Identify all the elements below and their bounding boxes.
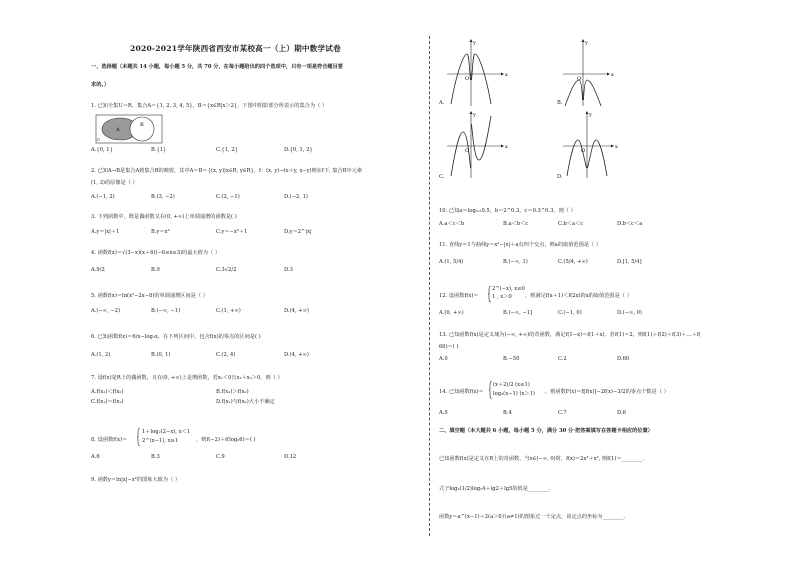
q13-option-c: C.2 — [558, 356, 567, 362]
q1-option-d: D.{0, 1, 2} — [284, 147, 313, 153]
right-column — [437, 0, 777, 562]
q1-option-c: C.{1, 2} — [216, 147, 238, 153]
q6-option-c: C.(2, 4) — [216, 352, 236, 358]
q12-option-d: D.(−∞, 0) — [617, 310, 642, 316]
q12-case-2: 1 , x＞0 — [492, 294, 512, 300]
question-13-stem-line2: 60)＝( ) — [439, 344, 459, 350]
q9c-origin: O — [465, 148, 470, 154]
q8-brace — [137, 428, 141, 446]
q9a-axis-y: y — [473, 40, 476, 46]
q6-option-a: A.(1, 2) — [91, 352, 111, 358]
q10-option-a: A.a＜c＜b — [439, 221, 465, 227]
q12-option-a: A.(0, +∞) — [439, 310, 464, 316]
q3-option-c: C.y＝−x²＋1 — [216, 229, 248, 235]
q10-option-d: D.b＜c＜a — [617, 221, 643, 227]
q7-option-c: C.f(x₁)＝f(x₂) — [91, 399, 124, 405]
q14-case-1: (x＋2)/2 (x≤1) — [493, 382, 530, 388]
q9d-axis-y: y — [589, 112, 592, 118]
q8-case-1: 1＋log₂(2−x), x＜1 — [142, 429, 191, 435]
q4-option-b: B.9 — [151, 267, 160, 273]
q9d-origin: O — [581, 148, 586, 154]
q6-option-d: D.(4, +∞) — [284, 352, 309, 358]
question-3-stem: 3. 下列函数中，既是偶函数又在(0, +∞)上单调递增的函数是( ) — [91, 214, 237, 220]
q14-option-d: D.6 — [617, 410, 626, 416]
q4-option-a: A.9/2 — [91, 267, 105, 273]
venn-diagram — [96, 115, 166, 145]
question-12-stem-suffix: ，则满足f(x＋1)＜f(2x)的x的取值范围是（ ） — [525, 293, 632, 299]
q9d-axis-x: x — [615, 144, 618, 150]
q9a-origin: O — [465, 76, 470, 82]
q2-option-d: D.(−2, 1) — [284, 194, 308, 200]
q9-graph-b — [563, 40, 625, 108]
section1-heading-line1: 一、选择题（本题共 14 小题，每小题 5 分，共 70 分，在每小题给出的四个选项中，只有一项是符合题目要 — [91, 64, 343, 70]
q14-option-a: A.5 — [439, 410, 448, 416]
left-column — [88, 0, 426, 562]
q4-option-c: C.3√2/2 — [216, 267, 237, 273]
q2-option-c: C.(2, −1) — [216, 194, 240, 200]
q9c-axis-x: x — [505, 144, 508, 150]
q7-option-a: A.f(x₁)＜f(x₂) — [91, 389, 124, 395]
q9b-origin: O — [577, 76, 582, 82]
section1-heading-line2: 求的。） — [91, 82, 110, 88]
q11-option-d: D.[1, 5/4] — [617, 259, 642, 265]
q9-graph-d — [563, 112, 625, 180]
venn-label-b: B — [140, 122, 144, 128]
question-12-stem-prefix: 12. 设函数f(x)＝ — [439, 293, 479, 299]
q11-option-b: B.(−∞, 1) — [503, 259, 528, 265]
question-7-stem: 7. 设f(x)是R上的偶函数，且在(0, +∞)上是增函数，若x₁＜0且x₁＋x₂＞0，则（ ） — [91, 375, 283, 381]
q5-option-a: A.(−∞, −2) — [91, 308, 121, 314]
question-6-stem: 6. 已知函数f(x)＝6/x−log₂x，在下列区间中，包含f(x)的零点的区间是( ) — [91, 334, 261, 340]
q9-graph-c — [447, 112, 509, 180]
question-8-stem-prefix: 8. 设函数f(x)＝ — [91, 437, 128, 443]
q5-option-d: D.(4, +∞) — [284, 308, 309, 314]
question-5-stem: 5. 函数f(x)＝ln(x²−2x−8)的单调递增区间是（ ） — [91, 293, 208, 299]
q3-option-a: A.y＝|x|＋1 — [91, 229, 120, 235]
venn-label-a: A — [116, 127, 120, 133]
q8-option-c: C.9 — [216, 454, 225, 460]
q9a-axis-x: x — [505, 72, 508, 78]
question-1-stem: 1. 已知全集U＝R，集合A＝{1, 2, 3, 4, 5}，B＝{x∈R|x＞2}，下图中阴影部分所表示的集合为（ ） — [91, 103, 328, 109]
q5-option-c: C.(1, +∞) — [216, 308, 241, 314]
q12-case-1: 2^(−x), x≤0 — [492, 286, 525, 292]
q11-option-c: C.(5/4, +∞) — [558, 259, 588, 265]
q12-option-b: B.(−∞, −1] — [503, 310, 533, 316]
q5-option-b: B.(−∞, −1) — [151, 308, 181, 314]
q10-option-c: C.b＜a＜c — [558, 221, 584, 227]
q9-graph-a — [447, 40, 509, 108]
q13-option-a: A.0 — [439, 356, 448, 362]
q2-option-b: B.(3, −2) — [151, 194, 175, 200]
q1-option-a: A.{0, 1} — [91, 147, 113, 153]
question-16-stem: 式子log₃(1/2)log₂4＋lg2＋lg5的值是________. — [439, 486, 551, 492]
q13-option-b: B.−50 — [503, 356, 520, 362]
question-17-stem: 函数y＝a^(x−1)＋2(a＞0且a≠1)的图象过一个定点，该定点的坐标为________. — [439, 514, 625, 520]
q14-option-c: C.7 — [558, 410, 567, 416]
q3-option-b: B.y＝x³ — [151, 229, 170, 235]
section2-heading: 二、填空题（本大题共 6 小题，每小题 5 分，满分 30 分·把答案填写在答题卡相应的位置） — [439, 428, 653, 434]
question-15-stem: 已知函数f(x)是定义在R上的奇函数，当x∈(−∞, 0)时，f(x)＝2x³＋x², 则f(1)＝________. — [439, 456, 644, 462]
question-9-stem: 9. 函数y＝ln|x|−x²的图象大致为（ ） — [91, 477, 181, 483]
venn-label-u: U — [97, 137, 101, 142]
q8-case-2: 2^(x−1), x≥1 — [142, 438, 179, 444]
q3-option-d: D.y＝2^|x| — [284, 229, 312, 235]
q9-label-d: D. — [557, 174, 563, 180]
q2-option-a: A.(−1, 2) — [91, 194, 115, 200]
q8-option-a: A.6 — [91, 454, 100, 460]
q9b-axis-x: x — [611, 72, 614, 78]
question-8-stem-suffix: ，则f(−2)＋f(log₂6)＝( ) — [196, 437, 256, 443]
q11-option-a: A.(1, 5/4) — [439, 259, 464, 265]
question-2-stem-line2: (1, 3)的原像是（ ） — [91, 180, 138, 186]
question-10-stem: 10. 已知a＝log₀.₅0.5，b＝2^0.3，c＝0.3^0.3，则（ ） — [439, 208, 576, 214]
q14-option-b: B.4 — [503, 410, 512, 416]
q6-option-b: B.(0, 1) — [151, 352, 171, 358]
q9-label-c: C. — [439, 174, 445, 180]
q1-option-b: B.{1} — [151, 147, 167, 153]
question-11-stem: 11. 直线y＝1与曲线y＝x²−|x|＋a有四个交点，则a的取值范围是（ ） — [439, 242, 601, 248]
q9c-axis-y: y — [473, 112, 476, 118]
question-4-stem: 4. 函数f(x)＝√(3−x)(x＋6)(−6≤x≤3)的最大值为（ ） — [91, 250, 221, 256]
q9-label-a: A. — [439, 100, 445, 106]
question-2-stem-line1: 2. 已知A→B是集合A到集合B的映射，其中A＝B＝{(x, y)|x∈R, y∈R}，f：(x, y)→(x＋y, x−y)则在f下, 集合B中元素 — [91, 168, 363, 174]
page-title: 2020-2021学年陕西省西安市某校高一（上）期中数学试卷 — [130, 44, 341, 53]
q8-option-b: B.3 — [151, 454, 160, 460]
q4-option-d: D.3 — [284, 267, 293, 273]
question-13-stem-line1: 13. 已知函数f(x)是定义域为(−∞, +∞)的奇函数，满足f(1−x)＝f(1＋x)．若f(1)＝2，则f(1)＋f(2)＋f(3)＋…＋f( — [439, 332, 701, 338]
question-14-stem-suffix: ，则函数F(x)＝f[f(x)]−2f(x)−3/2的零点个数是（ ） — [545, 389, 669, 395]
question-14-stem-prefix: 14. 已知函数f(x)＝ — [439, 389, 484, 395]
q8-option-d: D.12 — [284, 454, 297, 460]
q12-option-c: C.(−1, 0) — [558, 310, 582, 316]
q9-label-b: B. — [557, 100, 563, 106]
q9b-axis-y: y — [585, 40, 588, 46]
q14-case-2: log₂(x−1) (x＞1) — [493, 391, 535, 397]
q7-option-b: B.f(x₁)＞f(x₂) — [216, 389, 249, 395]
column-divider — [429, 36, 430, 536]
q10-option-b: B.a＜b＜c — [503, 221, 529, 227]
q13-option-d: D.60 — [617, 356, 630, 362]
q7-option-d: D.f(x₁)与f(x₂)大小不确定 — [216, 399, 275, 405]
